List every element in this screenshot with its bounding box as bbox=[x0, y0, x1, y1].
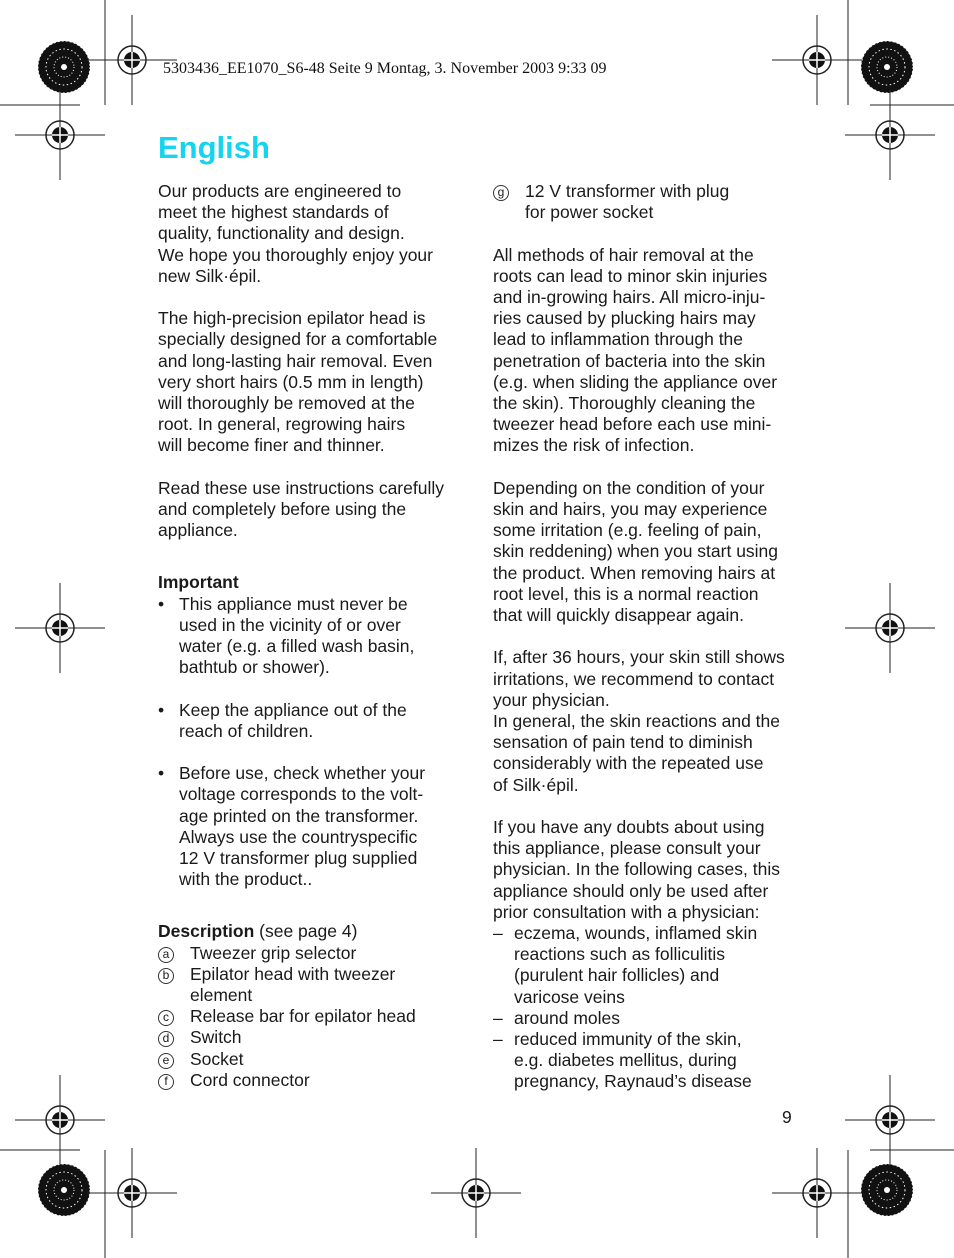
dash-item bbox=[493, 1029, 798, 1093]
label-f-icon: f bbox=[158, 1074, 174, 1090]
text-line: Before use, check whether your bbox=[179, 763, 426, 784]
text-line: root level, this is a normal reaction bbox=[493, 583, 759, 604]
text-line: In general, the skin reactions and the bbox=[493, 711, 780, 732]
text-line: varicose veins bbox=[514, 986, 625, 1007]
bullet-item bbox=[158, 700, 463, 742]
text-line: Read these use instructions carefully bbox=[158, 477, 444, 498]
dash-item bbox=[493, 923, 798, 1008]
description-item bbox=[493, 181, 798, 223]
text-line: root. In general, regrowing hairs bbox=[158, 414, 406, 435]
text-line: will thoroughly be removed at the bbox=[158, 393, 415, 414]
text-line: (e.g. when sliding the appliance over bbox=[493, 371, 778, 392]
text-line: Our products are engineered to bbox=[158, 181, 402, 201]
text-line: mizes the risk of infection. bbox=[493, 435, 695, 456]
text-line: used in the vicinity of or over bbox=[179, 614, 401, 635]
text-line: appliance should only be used after bbox=[493, 880, 769, 901]
text-line: Release bar for epilator head bbox=[190, 1006, 416, 1027]
text-line: your physician. bbox=[493, 689, 610, 710]
text-line: some irritation (e.g. feeling of pain, bbox=[493, 520, 762, 541]
text-line: reduced immunity of the skin, bbox=[514, 1029, 742, 1050]
text-line: skin and hairs, you may experience bbox=[493, 499, 768, 520]
text-line: around moles bbox=[514, 1007, 621, 1028]
text-line: Epilator head with tweezer bbox=[190, 963, 396, 984]
description-item bbox=[158, 1006, 463, 1027]
dash-mark: – bbox=[493, 923, 503, 944]
text-line: ries caused by plucking hairs may bbox=[493, 308, 756, 329]
bullet-item bbox=[158, 594, 463, 679]
text-line: Keep the appliance out of the bbox=[179, 699, 407, 720]
text-line: quality, functionality and design. bbox=[158, 223, 405, 244]
text-line: This appliance must never be bbox=[179, 593, 408, 614]
text-line: age printed on the transformer. bbox=[179, 805, 419, 826]
text-line: Cord connector bbox=[190, 1069, 310, 1090]
text-line: reactions such as folliculitis bbox=[514, 944, 726, 965]
page-title: English bbox=[158, 130, 270, 165]
text-line: e.g. diabetes mellitus, during bbox=[514, 1050, 737, 1071]
text-line: 12 V transformer plug supplied bbox=[179, 848, 418, 869]
page-number: 9 bbox=[782, 1107, 792, 1127]
text-line: pregnancy, Raynaud’s disease bbox=[514, 1071, 752, 1092]
read-instructions-paragraph bbox=[158, 478, 463, 542]
description-note: (see page 4) bbox=[254, 921, 358, 942]
dash-mark: – bbox=[493, 1007, 503, 1028]
irritation-paragraph bbox=[493, 647, 798, 795]
text-line: penetration of bacteria into the skin bbox=[493, 350, 766, 371]
text-line: meet the highest standards of bbox=[158, 202, 389, 223]
left-column bbox=[158, 181, 463, 1091]
right-column bbox=[493, 181, 798, 1093]
description-item bbox=[158, 964, 463, 1006]
text-line: If you have any doubts about using bbox=[493, 817, 765, 838]
label-a-icon: a bbox=[158, 947, 174, 963]
bullet-mark: • bbox=[158, 699, 165, 720]
text-line: will become finer and thinner. bbox=[158, 435, 385, 456]
text-line: for power socket bbox=[525, 202, 654, 223]
text-line: with the product.. bbox=[179, 869, 313, 890]
text-line: Depending on the condition of your bbox=[493, 477, 765, 498]
label-g-icon: g bbox=[493, 185, 509, 201]
intro-paragraph bbox=[158, 181, 463, 287]
text-line: specially designed for a comfortable bbox=[158, 329, 438, 350]
text-line: and long-lasting hair removal. Even bbox=[158, 350, 433, 371]
text-line: All methods of hair removal at the bbox=[493, 244, 754, 265]
dash-item bbox=[493, 1008, 798, 1029]
bullet-item bbox=[158, 763, 463, 890]
text-line: eczema, wounds, inflamed skin bbox=[514, 923, 758, 944]
text-line: irritations, we recommend to contact bbox=[493, 668, 775, 689]
text-line: the product. When removing hairs at bbox=[493, 562, 776, 583]
print-header: 5303436_EE1070_S6-48 Seite 9 Montag, 3. November 2003 9:33 09 bbox=[163, 60, 607, 77]
description-item bbox=[158, 943, 463, 964]
text-line: Tweezer grip selector bbox=[190, 942, 357, 963]
text-line: (purulent hair follicles) and bbox=[514, 965, 720, 986]
text-line: very short hairs (0.5 mm in length) bbox=[158, 371, 424, 392]
text-line: tweezer head before each use mini- bbox=[493, 414, 772, 435]
text-line: lead to inflammation through the bbox=[493, 329, 744, 350]
dash-mark: – bbox=[493, 1029, 503, 1050]
text-line: roots can lead to minor skin injuries bbox=[493, 265, 768, 286]
text-line: that will quickly disappear again. bbox=[493, 605, 744, 626]
epilator-head-paragraph bbox=[158, 308, 463, 456]
text-line: considerably with the repeated use bbox=[493, 753, 764, 774]
text-line: 12 V transformer with plug bbox=[525, 181, 730, 201]
text-line: The high-precision epilator head is bbox=[158, 308, 426, 329]
text-line: physician. In the following cases, this bbox=[493, 859, 780, 880]
text-line: element bbox=[190, 985, 253, 1006]
text-line: skin reddening) when you start using bbox=[493, 541, 779, 562]
text-line: bathtub or shower). bbox=[179, 657, 330, 678]
text-line: appliance. bbox=[158, 520, 238, 541]
text-line: voltage corresponds to the volt- bbox=[179, 784, 424, 805]
description-heading: Description bbox=[158, 921, 255, 942]
text-line: Socket bbox=[190, 1048, 244, 1069]
label-e-icon: e bbox=[158, 1053, 174, 1069]
text-line: water (e.g. a filled wash basin, bbox=[179, 636, 415, 657]
bullet-mark: • bbox=[158, 763, 165, 784]
description-item bbox=[158, 1049, 463, 1070]
important-heading: Important bbox=[158, 572, 239, 593]
text-line: sensation of pain tend to diminish bbox=[493, 732, 753, 753]
text-line: this appliance, please consult your bbox=[493, 838, 761, 859]
text-line: reach of children. bbox=[179, 720, 314, 741]
label-d-icon: d bbox=[158, 1031, 174, 1047]
text-line: If, after 36 hours, your skin still shows bbox=[493, 647, 785, 668]
label-c-icon: c bbox=[158, 1010, 174, 1026]
description-item bbox=[158, 1027, 463, 1048]
description-item bbox=[158, 1070, 463, 1091]
text-line: new Silk·épil. bbox=[158, 265, 262, 286]
label-b-icon: b bbox=[158, 968, 174, 984]
text-line: We hope you thoroughly enjoy your bbox=[158, 244, 433, 265]
consult-paragraph bbox=[493, 817, 798, 923]
text-line: and completely before using the bbox=[158, 499, 407, 520]
text-line: of Silk·épil. bbox=[493, 774, 579, 795]
description-heading-line bbox=[158, 921, 463, 942]
text-line: the skin). Thoroughly cleaning the bbox=[493, 393, 756, 414]
text-line: and in-growing hairs. All micro-inju- bbox=[493, 287, 766, 307]
text-line: Switch bbox=[190, 1027, 242, 1048]
skin-condition-paragraph bbox=[493, 478, 798, 626]
text-line: prior consultation with a physician: bbox=[493, 901, 760, 922]
hair-removal-paragraph bbox=[493, 245, 798, 457]
text-line: Always use the countryspecific bbox=[179, 826, 418, 847]
bullet-mark: • bbox=[158, 593, 165, 614]
